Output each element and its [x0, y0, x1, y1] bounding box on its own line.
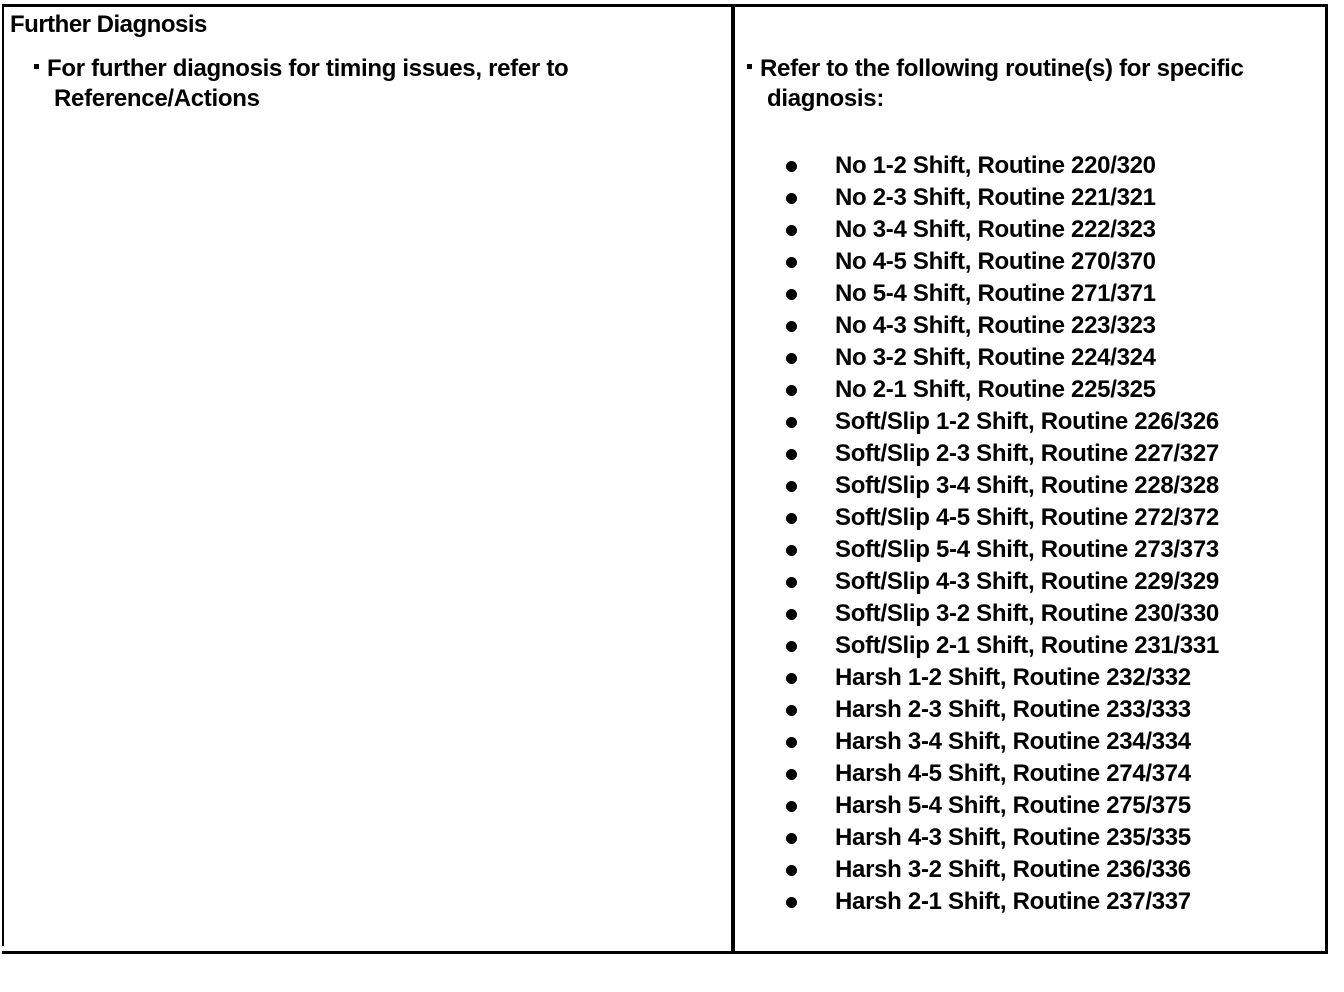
square-bullet-icon	[34, 64, 39, 69]
routine-list-item	[786, 406, 1219, 438]
bullet-dot-icon	[786, 673, 797, 684]
routine-list	[786, 150, 1219, 918]
bullet-dot-icon	[786, 257, 797, 268]
routine-list-item	[786, 694, 1219, 726]
routine-label: Soft/Slip 3-4 Shift, Routine 228/328	[835, 472, 1219, 499]
routine-list-item	[786, 310, 1219, 342]
routine-label: Soft/Slip 2-1 Shift, Routine 231/331	[835, 632, 1219, 659]
routine-list-item	[786, 790, 1219, 822]
routine-list-item	[786, 854, 1219, 886]
routine-list-item	[786, 758, 1219, 790]
routine-list-item	[786, 726, 1219, 758]
bullet-dot-icon	[786, 545, 797, 556]
bullet-dot-icon	[786, 193, 797, 204]
right-column-intro	[747, 54, 1307, 114]
left-line-1: For further diagnosis for timing issues, refer to	[47, 55, 569, 82]
bullet-dot-icon	[786, 769, 797, 780]
bullet-dot-icon	[786, 385, 797, 396]
routine-label: Soft/Slip 3-2 Shift, Routine 230/330	[835, 600, 1219, 627]
bullet-dot-icon	[786, 449, 797, 460]
bullet-dot-icon	[786, 865, 797, 876]
routine-label: Soft/Slip 1-2 Shift, Routine 226/326	[835, 408, 1219, 435]
routine-list-item	[786, 598, 1219, 630]
routine-label: Harsh 4-3 Shift, Routine 235/335	[835, 824, 1191, 851]
bullet-dot-icon	[786, 705, 797, 716]
routine-label: No 3-2 Shift, Routine 224/324	[835, 344, 1156, 371]
routine-label: Soft/Slip 2-3 Shift, Routine 227/327	[835, 440, 1219, 467]
bullet-dot-icon	[786, 737, 797, 748]
bullet-dot-icon	[786, 353, 797, 364]
section-title: Further Diagnosis	[10, 11, 207, 38]
bullet-dot-icon	[786, 225, 797, 236]
routine-list-item	[786, 438, 1219, 470]
bullet-dot-icon	[786, 417, 797, 428]
routine-list-item	[786, 822, 1219, 854]
routine-label: Soft/Slip 5-4 Shift, Routine 273/373	[835, 536, 1219, 563]
bullet-dot-icon	[786, 577, 797, 588]
routine-label: Soft/Slip 4-3 Shift, Routine 229/329	[835, 568, 1219, 595]
routine-list-item	[786, 150, 1219, 182]
routine-list-item	[786, 534, 1219, 566]
routine-list-item	[786, 342, 1219, 374]
intro-line-1: Refer to the following routine(s) for specific	[760, 55, 1244, 82]
square-bullet-icon	[747, 64, 752, 69]
bullet-dot-icon	[786, 833, 797, 844]
intro-line-2: diagnosis:	[767, 85, 885, 112]
bullet-dot-icon	[786, 161, 797, 172]
routine-label: No 4-3 Shift, Routine 223/323	[835, 312, 1156, 339]
bullet-dot-icon	[786, 321, 797, 332]
bullet-dot-icon	[786, 289, 797, 300]
routine-label: No 2-3 Shift, Routine 221/321	[835, 184, 1156, 211]
left-column-text	[34, 54, 714, 114]
routine-list-item	[786, 246, 1219, 278]
routine-list-item	[786, 278, 1219, 310]
bullet-dot-icon	[786, 513, 797, 524]
routine-list-item	[786, 662, 1219, 694]
routine-label: Harsh 3-2 Shift, Routine 236/336	[835, 856, 1191, 883]
routine-list-item	[786, 566, 1219, 598]
routine-label: Soft/Slip 4-5 Shift, Routine 272/372	[835, 504, 1219, 531]
routine-label: Harsh 1-2 Shift, Routine 232/332	[835, 664, 1191, 691]
bullet-dot-icon	[786, 609, 797, 620]
routine-list-item	[786, 502, 1219, 534]
bullet-dot-icon	[786, 897, 797, 908]
routine-label: No 4-5 Shift, Routine 270/370	[835, 248, 1156, 275]
table-left-border	[2, 4, 4, 946]
routine-list-item	[786, 182, 1219, 214]
routine-list-item	[786, 374, 1219, 406]
left-line-2: Reference/Actions	[54, 85, 260, 112]
routine-label: Harsh 4-5 Shift, Routine 274/374	[835, 760, 1191, 787]
routine-list-item	[786, 886, 1219, 918]
routine-label: Harsh 2-1 Shift, Routine 237/337	[835, 888, 1191, 915]
routine-label: No 5-4 Shift, Routine 271/371	[835, 280, 1156, 307]
routine-label: No 2-1 Shift, Routine 225/325	[835, 376, 1156, 403]
routine-list-item	[786, 214, 1219, 246]
routine-list-item	[786, 470, 1219, 502]
routine-label: No 3-4 Shift, Routine 222/323	[835, 216, 1156, 243]
bullet-dot-icon	[786, 641, 797, 652]
column-divider	[731, 4, 735, 954]
routine-label: Harsh 3-4 Shift, Routine 234/334	[835, 728, 1191, 755]
routine-label: Harsh 5-4 Shift, Routine 275/375	[835, 792, 1191, 819]
bullet-dot-icon	[786, 481, 797, 492]
routine-label: Harsh 2-3 Shift, Routine 233/333	[835, 696, 1191, 723]
routine-list-item	[786, 630, 1219, 662]
routine-label: No 1-2 Shift, Routine 220/320	[835, 152, 1156, 179]
bullet-dot-icon	[786, 801, 797, 812]
